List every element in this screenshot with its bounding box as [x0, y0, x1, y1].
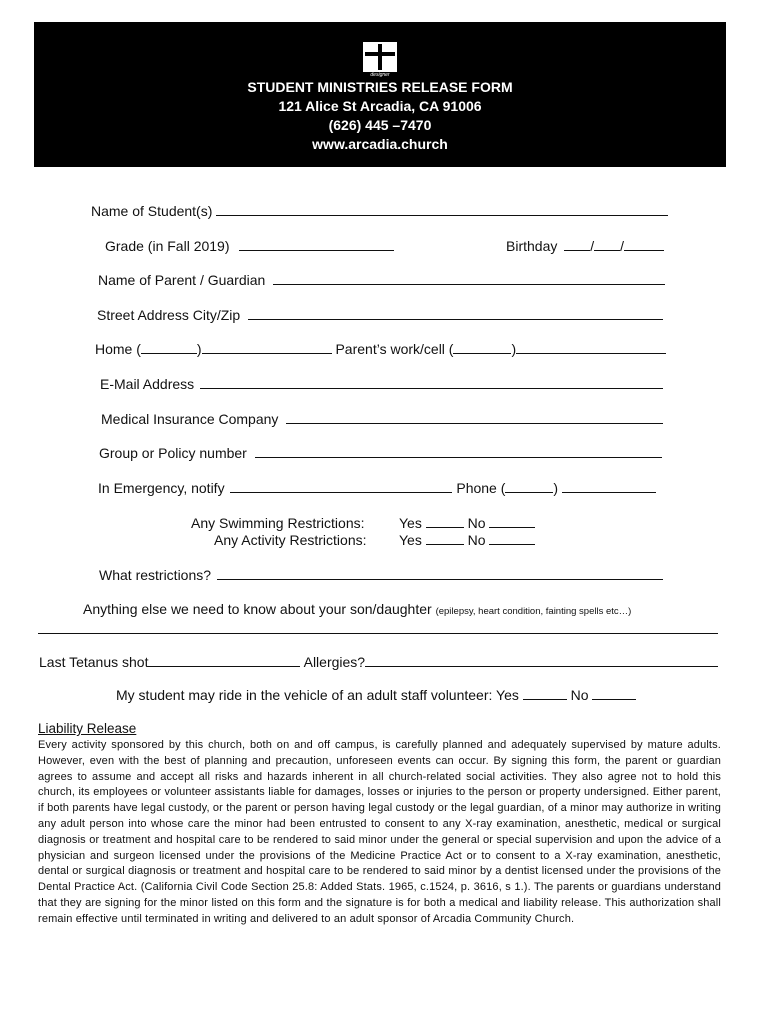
grade-label: Grade (in Fall 2019)	[105, 238, 230, 254]
student-name-row	[91, 203, 668, 219]
grade-field[interactable]	[239, 238, 394, 251]
insurance-row	[101, 411, 663, 427]
parent-work-label: Parent’s work/cell (	[335, 341, 454, 357]
activity-yes-no	[399, 532, 535, 548]
what-restrictions-label: What restrictions?	[99, 567, 212, 583]
street-label: Street Address City/Zip	[97, 307, 241, 323]
phone-numbers-row	[95, 341, 666, 357]
emergency-area-code-field[interactable]	[505, 480, 553, 493]
allergies-label: Allergies?	[303, 654, 366, 670]
email-row	[100, 376, 663, 392]
ride-label: My student may ride in the vehicle of an adult staff volunteer: Yes	[116, 687, 519, 703]
work-phone-field[interactable]	[516, 341, 666, 354]
swimming-yes-no	[399, 515, 535, 531]
church-website: www.arcadia.church	[312, 136, 448, 152]
ride-no-field[interactable]	[592, 687, 636, 700]
allergies-field[interactable]	[365, 654, 718, 667]
emergency-contact-field[interactable]	[230, 480, 452, 493]
anything-else-row	[83, 601, 631, 617]
activity-yes-label: Yes	[399, 532, 422, 548]
tetanus-allergies-row	[39, 654, 718, 670]
swimming-yes-field[interactable]	[426, 515, 464, 528]
home-area-code-field[interactable]	[141, 341, 197, 354]
birthday-month-field[interactable]	[564, 238, 590, 251]
church-logo-icon	[363, 42, 397, 76]
policy-row	[99, 445, 662, 461]
activity-no-field[interactable]	[489, 532, 535, 545]
grade-row	[105, 238, 394, 254]
phone-label: Phone (	[456, 480, 506, 496]
restrictions-row	[99, 567, 663, 583]
activity-no-label: No	[467, 532, 486, 548]
emergency-row	[98, 480, 656, 496]
anything-else-note: (epilepsy, heart condition, fainting spells etc…)	[435, 606, 632, 617]
email-label: E-Mail Address	[100, 376, 195, 392]
ride-yes-field[interactable]	[523, 687, 567, 700]
logo-tagline: designer	[370, 72, 390, 78]
liability-body: Every activity sponsored by this church, both on and off campus, is carefully planned and adequately supervised by mature adults. However, even with the best of planning and precaution, unforeseen events can occur. By signing this form, the parent or guardian agrees to assume and accept all risks and hazards inherent in all church-related social activities. They also agree not to hold this church, its employees or volunteer assistants liable for damages, losses or injuries to the person or property undersigned. Either parent, if both parents have legal custody, or the parent or person having legal custody or the legal guardian, of a minor may authorize in writing any adult person into whose care the minor had been entrusted to consent to any X-ray examination, anesthetic, medical or surgical diagnosis or treatment and hospital care to be rendered to said minor under the general or special supervision and upon the advice of a physician and surgeon licensed under the provisions of the Medicine Practice Act or to consent to a X-ray examination, anesthetic, dental or surgical diagnosis or treatment and hospital care to be rendered to said minor by a dentist licensed under the provisions of the Dental Practice Act. (California Civil Code Section 25.8: Added Stats. 1965, c.1524, p. 3616, s 1.). The parents or guardians understand that they are signing for the minor listed on this form and the signature is for both a medical and liability release. This authorization shall remain effective until terminated in writing and delivered to an adult sponsor of Arcadia Community Church.	[38, 739, 721, 925]
parent-label: Name of Parent / Guardian	[98, 272, 266, 288]
street-field[interactable]	[248, 307, 663, 320]
phone-paren: )	[553, 480, 559, 496]
ride-no-label: No	[570, 687, 589, 703]
activity-label: Any Activity Restrictions:	[214, 532, 367, 548]
birthday-label: Birthday	[506, 238, 558, 254]
swimming-no-field[interactable]	[489, 515, 535, 528]
activity-yes-field[interactable]	[426, 532, 464, 545]
parent-row	[98, 272, 665, 288]
parent-field[interactable]	[273, 272, 665, 285]
birthday-day-field[interactable]	[594, 238, 620, 251]
work-area-code-field[interactable]	[453, 341, 511, 354]
swimming-label: Any Swimming Restrictions:	[191, 515, 365, 531]
swimming-no-label: No	[467, 515, 486, 531]
email-field[interactable]	[200, 376, 663, 389]
tetanus-field[interactable]	[148, 654, 300, 667]
birthday-year-field[interactable]	[624, 238, 664, 251]
insurance-field[interactable]	[286, 411, 663, 424]
birthday-row: Birthday / /	[506, 238, 664, 254]
swimming-yes-label: Yes	[399, 515, 422, 531]
home-phone-field[interactable]	[202, 341, 332, 354]
church-phone: (626) 445 –7470	[328, 117, 432, 133]
home-paren: )	[196, 341, 202, 357]
church-address: 121 Alice St Arcadia, CA 91006	[278, 98, 482, 114]
student-name-label: Name of Student(s)	[91, 203, 213, 219]
anything-else-field[interactable]	[38, 633, 718, 634]
tetanus-label: Last Tetanus shot	[39, 654, 149, 670]
liability-title: Liability Release	[38, 721, 137, 736]
work-paren: )	[511, 341, 517, 357]
street-row	[97, 307, 663, 323]
student-name-field[interactable]	[216, 203, 668, 216]
policy-field[interactable]	[255, 445, 662, 458]
policy-label: Group or Policy number	[99, 445, 247, 461]
emergency-label: In Emergency, notify	[98, 480, 225, 496]
insurance-label: Medical Insurance Company	[101, 411, 279, 427]
restrictions-field[interactable]	[217, 567, 663, 580]
emergency-phone-field[interactable]	[562, 480, 656, 493]
home-label: Home (	[95, 341, 141, 357]
anything-else-label: Anything else we need to know about your son/daughter	[83, 601, 432, 617]
header-banner	[34, 22, 726, 167]
ride-row	[116, 687, 636, 703]
form-title: STUDENT MINISTRIES RELEASE FORM	[247, 79, 513, 95]
